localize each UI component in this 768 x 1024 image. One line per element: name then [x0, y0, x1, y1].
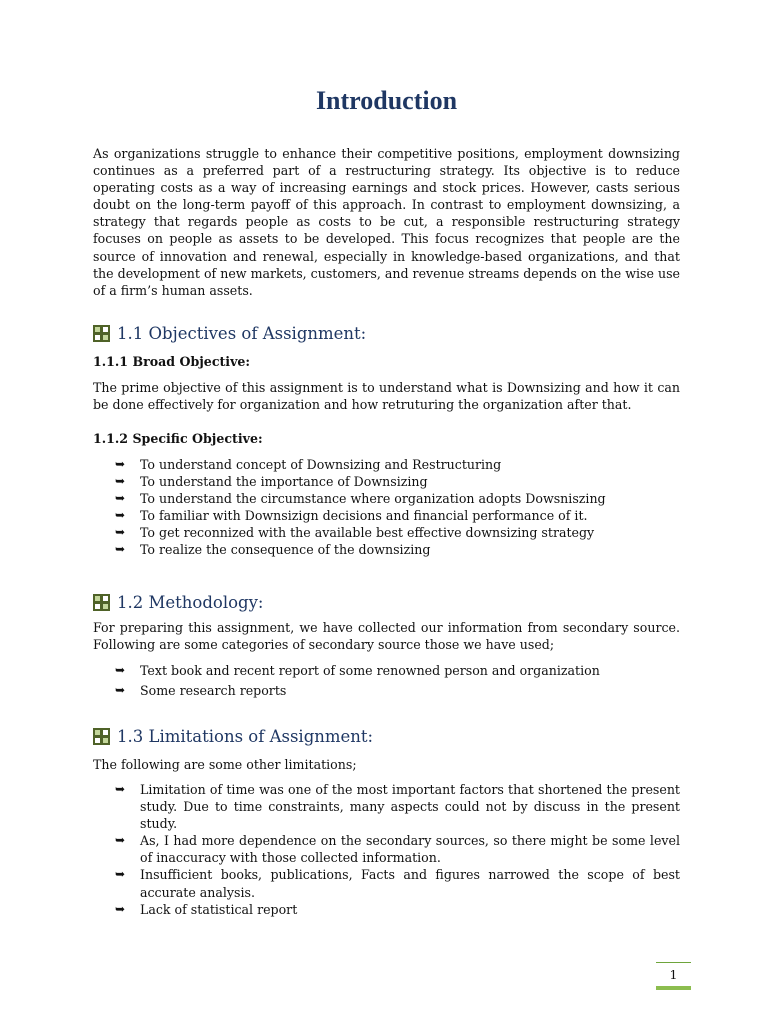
list-item: ➥ To understand concept of Downsizing and Restructuring — [115, 457, 502, 472]
square-bullet-icon — [93, 325, 110, 342]
specific-objective-list — [93, 456, 680, 559]
arrow-bullet-icon: ➥ — [115, 782, 126, 796]
limitations-list — [93, 781, 680, 918]
list-item: ➥ Some research reports — [115, 683, 287, 699]
intro-paragraph: As organizations struggle to enhance their competitive positions, employment downsizing continues as a preferred part of a restructuring strategy. Its objective is to reduce operating costs as a way of increasing earnings and stock prices. However, casts serious doubt on the long-term payoff of this approach. In contrast to employment downsizing, a strategy that regards people as costs to be cut, a responsible restructuring strategy focuses on people as assets to be developed. This focus recognizes that people are the source of innovation and renewal, especially in knowledge-based organizations, and that the development of new markets, customers, and revenue streams depends on the wise use of a firm’s human assets. — [93, 146, 680, 298]
page-title: Introduction — [315, 86, 458, 115]
methodology-list — [93, 662, 680, 699]
page-number: 1 — [656, 962, 691, 985]
list-item: ➥ Text book and recent report of some renowned person and organization — [115, 663, 600, 678]
list-item: ➥ Limitation of time was one of the most important factors that shortened the present study. Due to time constraints, many aspects could not by discuss in the present study. — [115, 782, 680, 832]
footer-accent-bar — [656, 986, 691, 990]
list-item: ➥ To understand the circumstance where organization adopts Dowsniszing — [115, 491, 606, 507]
arrow-bullet-icon: ➥ — [115, 833, 126, 848]
arrow-bullet-icon: ➥ — [115, 683, 126, 698]
arrow-bullet-icon: ➥ — [115, 491, 126, 506]
list-item: ➥ To understand the importance of Downsizing — [115, 474, 428, 490]
list-item: ➥ To get reconnized with the available best effective downsizing strategy — [115, 525, 595, 541]
arrow-bullet-icon: ➥ — [115, 542, 126, 557]
list-item: ➥ Insufficient books, publications, Facts and figures narrowed the scope of best accurate analysis. — [115, 867, 680, 900]
broad-objective-text: The prime objective of this assignment is to understand what is Downsizing and how it can be done effectively for organization and how retruturing the organization after that. — [93, 380, 680, 413]
list-item: ➥ To realize the consequence of the downsizing — [115, 542, 431, 558]
subheading-specific: 1.1.2 Specific Objective: — [93, 431, 263, 446]
section-heading-text: 1.2 Methodology: — [117, 593, 264, 612]
arrow-bullet-icon: ➥ — [115, 525, 126, 540]
limitations-intro: The following are some other limitations; — [93, 757, 357, 772]
subheading-broad: 1.1.1 Broad Objective: — [93, 354, 251, 369]
section-heading-limitations — [93, 727, 373, 746]
square-bullet-icon — [93, 728, 110, 745]
list-item: ➥ To familiar with Downsizign decisions and financial performance of it. — [115, 508, 588, 524]
section-heading-methodology — [93, 593, 264, 612]
square-bullet-icon — [93, 594, 110, 611]
arrow-bullet-icon: ➥ — [115, 457, 126, 471]
methodology-text: For preparing this assignment, we have collected our information from secondary source. Following are some categories of secondary source those we have used; — [93, 620, 680, 653]
section-heading-text: 1.3 Limitations of Assignment: — [117, 727, 374, 746]
list-item: ➥ Lack of statistical report — [115, 901, 298, 917]
list-item: ➥ As, I had more dependence on the secondary sources, so there might be some level of inaccuracy with those collected information. — [115, 833, 680, 866]
arrow-bullet-icon: ➥ — [115, 901, 126, 916]
arrow-bullet-icon: ➥ — [115, 867, 126, 882]
arrow-bullet-icon: ➥ — [115, 474, 126, 489]
section-heading-text: 1.1 Objectives of Assignment: — [117, 324, 367, 343]
arrow-bullet-icon: ➥ — [115, 508, 126, 523]
section-heading-objectives — [93, 324, 366, 343]
arrow-bullet-icon: ➥ — [115, 663, 126, 677]
